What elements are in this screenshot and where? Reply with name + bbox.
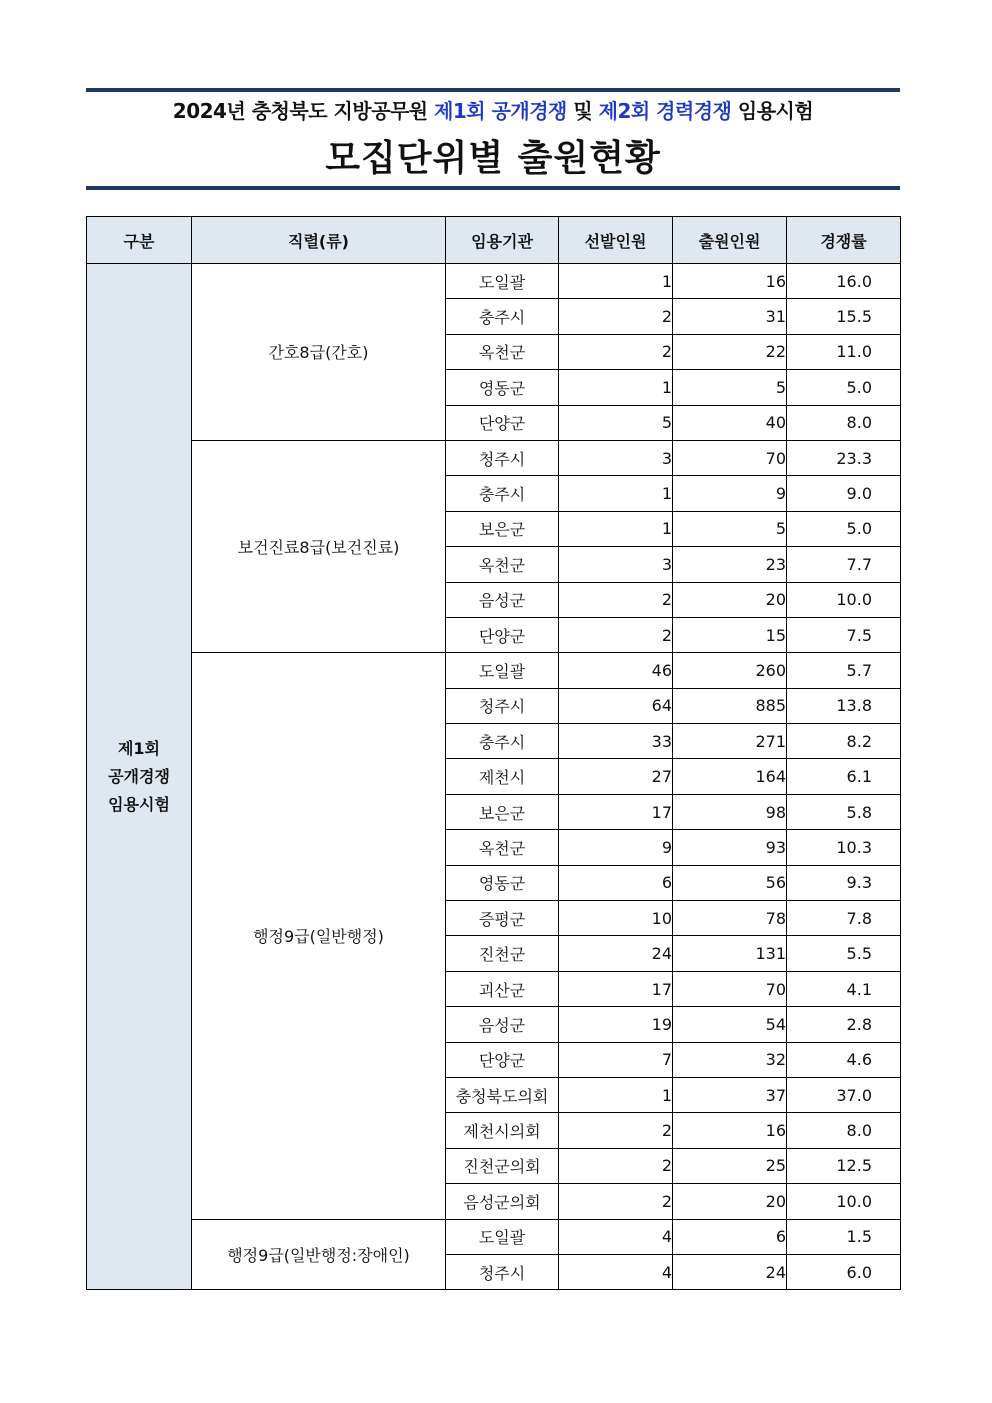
selection-count-cell: 1: [559, 370, 673, 405]
competition-ratio-cell: 10.0: [787, 582, 901, 617]
agency-cell: 음성군의회: [446, 1184, 559, 1219]
competition-ratio-cell: 2.8: [787, 1007, 901, 1042]
agency-cell: 단양군: [446, 617, 559, 652]
title-text: 및: [566, 99, 599, 123]
title-highlight-text: 제2회 경력경쟁: [598, 99, 732, 123]
competition-ratio-cell: 23.3: [787, 440, 901, 475]
header-applicant-count: 출원인원: [673, 217, 787, 264]
selection-count-cell: 2: [559, 1113, 673, 1148]
applicant-count-cell: 885: [673, 688, 787, 723]
agency-cell: 청주시: [446, 1254, 559, 1289]
header-competition-ratio: 경쟁률: [787, 217, 901, 264]
agency-cell: 보은군: [446, 511, 559, 546]
applicant-count-cell: 37: [673, 1077, 787, 1112]
agency-cell: 옥천군: [446, 547, 559, 582]
applicant-count-cell: 23: [673, 547, 787, 582]
application-status-table: [86, 216, 901, 1290]
competition-ratio-cell: 8.0: [787, 405, 901, 440]
competition-ratio-cell: 16.0: [787, 264, 901, 299]
competition-ratio-cell: 9.0: [787, 476, 901, 511]
job-series-cell: 간호8급(간호): [192, 264, 446, 441]
selection-count-cell: 2: [559, 299, 673, 334]
competition-ratio-cell: 7.8: [787, 901, 901, 936]
competition-ratio-cell: 4.1: [787, 971, 901, 1006]
competition-ratio-cell: 7.5: [787, 617, 901, 652]
competition-ratio-cell: 8.2: [787, 724, 901, 759]
competition-ratio-cell: 7.7: [787, 547, 901, 582]
applicant-count-cell: 70: [673, 971, 787, 1006]
applicant-count-cell: 131: [673, 936, 787, 971]
competition-ratio-cell: 4.6: [787, 1042, 901, 1077]
competition-ratio-cell: 10.3: [787, 830, 901, 865]
competition-ratio-cell: 9.3: [787, 865, 901, 900]
agency-cell: 청주시: [446, 440, 559, 475]
selection-count-cell: 9: [559, 830, 673, 865]
applicant-count-cell: 9: [673, 476, 787, 511]
header-agency: 임용기관: [446, 217, 559, 264]
agency-cell: 진천군의회: [446, 1148, 559, 1183]
competition-ratio-cell: 8.0: [787, 1113, 901, 1148]
applicant-count-cell: 6: [673, 1219, 787, 1254]
agency-cell: 음성군: [446, 1007, 559, 1042]
selection-count-cell: 3: [559, 440, 673, 475]
selection-count-cell: 5: [559, 405, 673, 440]
title-top-rule: [86, 88, 900, 92]
selection-count-cell: 1: [559, 1077, 673, 1112]
applicant-count-cell: 32: [673, 1042, 787, 1077]
selection-count-cell: 10: [559, 901, 673, 936]
applicant-count-cell: 20: [673, 582, 787, 617]
competition-ratio-cell: 12.5: [787, 1148, 901, 1183]
title-bottom-rule: [86, 186, 900, 190]
agency-cell: 진천군: [446, 936, 559, 971]
title-text: 2024년 충청북도 지방공무원: [172, 99, 435, 123]
selection-count-cell: 33: [559, 724, 673, 759]
competition-ratio-cell: 11.0: [787, 334, 901, 369]
applicant-count-cell: 15: [673, 617, 787, 652]
selection-count-cell: 24: [559, 936, 673, 971]
competition-ratio-cell: 5.5: [787, 936, 901, 971]
document-subtitle: [86, 96, 900, 126]
competition-ratio-cell: 5.8: [787, 794, 901, 829]
competition-ratio-cell: 10.0: [787, 1184, 901, 1219]
selection-count-cell: 1: [559, 264, 673, 299]
agency-cell: 영동군: [446, 370, 559, 405]
agency-cell: 충주시: [446, 724, 559, 759]
header-category: 구분: [87, 217, 192, 264]
applicant-count-cell: 54: [673, 1007, 787, 1042]
selection-count-cell: 7: [559, 1042, 673, 1077]
applicant-count-cell: 24: [673, 1254, 787, 1289]
applicant-count-cell: 31: [673, 299, 787, 334]
table-header-row: [87, 217, 901, 264]
document-title: 모집단위별 출원현황: [325, 138, 661, 179]
selection-count-cell: 4: [559, 1254, 673, 1289]
agency-cell: 도일괄: [446, 1219, 559, 1254]
applicant-count-cell: 5: [673, 511, 787, 546]
table-row: [87, 440, 901, 475]
agency-cell: 옥천군: [446, 830, 559, 865]
applicant-count-cell: 271: [673, 724, 787, 759]
agency-cell: 단양군: [446, 405, 559, 440]
applicant-count-cell: 98: [673, 794, 787, 829]
agency-cell: 도일괄: [446, 264, 559, 299]
category-label-line: 제1회: [117, 738, 161, 758]
agency-cell: 증평군: [446, 901, 559, 936]
applicant-count-cell: 16: [673, 264, 787, 299]
category-cell: [87, 264, 192, 1290]
table-row: [87, 1219, 901, 1254]
job-series-cell: 행정9급(일반행정:장애인): [192, 1219, 446, 1290]
job-series-cell: 보건진료8급(보건진료): [192, 440, 446, 652]
selection-count-cell: 2: [559, 334, 673, 369]
selection-count-cell: 17: [559, 794, 673, 829]
table-row: [87, 653, 901, 688]
agency-cell: 음성군: [446, 582, 559, 617]
agency-cell: 청주시: [446, 688, 559, 723]
competition-ratio-cell: 13.8: [787, 688, 901, 723]
agency-cell: 충주시: [446, 299, 559, 334]
competition-ratio-cell: 6.0: [787, 1254, 901, 1289]
applicant-count-cell: 25: [673, 1148, 787, 1183]
agency-cell: 괴산군: [446, 971, 559, 1006]
agency-cell: 영동군: [446, 865, 559, 900]
applicant-count-cell: 20: [673, 1184, 787, 1219]
applicant-count-cell: 16: [673, 1113, 787, 1148]
agency-cell: 도일괄: [446, 653, 559, 688]
header-job-series: 직렬(류): [192, 217, 446, 264]
title-highlight-text: 제1회 공개경쟁: [434, 99, 567, 123]
selection-count-cell: 4: [559, 1219, 673, 1254]
agency-cell: 보은군: [446, 794, 559, 829]
selection-count-cell: 2: [559, 582, 673, 617]
category-label-line: 공개경쟁: [108, 766, 170, 786]
competition-ratio-cell: 6.1: [787, 759, 901, 794]
competition-ratio-cell: 15.5: [787, 299, 901, 334]
applicant-count-cell: 70: [673, 440, 787, 475]
selection-count-cell: 1: [559, 476, 673, 511]
header-selection-count: 선발인원: [559, 217, 673, 264]
agency-cell: 옥천군: [446, 334, 559, 369]
applicant-count-cell: 5: [673, 370, 787, 405]
agency-cell: 제천시의회: [446, 1113, 559, 1148]
applicant-count-cell: 93: [673, 830, 787, 865]
applicant-count-cell: 164: [673, 759, 787, 794]
selection-count-cell: 2: [559, 1148, 673, 1183]
agency-cell: 충청북도의회: [446, 1077, 559, 1112]
competition-ratio-cell: 1.5: [787, 1219, 901, 1254]
selection-count-cell: 2: [559, 1184, 673, 1219]
applicant-count-cell: 56: [673, 865, 787, 900]
selection-count-cell: 6: [559, 865, 673, 900]
agency-cell: 단양군: [446, 1042, 559, 1077]
applicant-count-cell: 22: [673, 334, 787, 369]
competition-ratio-cell: 5.0: [787, 370, 901, 405]
competition-ratio-cell: 5.0: [787, 511, 901, 546]
applicant-count-cell: 78: [673, 901, 787, 936]
job-series-cell: 행정9급(일반행정): [192, 653, 446, 1219]
selection-count-cell: 2: [559, 617, 673, 652]
selection-count-cell: 1: [559, 511, 673, 546]
selection-count-cell: 46: [559, 653, 673, 688]
table-row: [87, 264, 901, 299]
competition-ratio-cell: 37.0: [787, 1077, 901, 1112]
selection-count-cell: 3: [559, 547, 673, 582]
competition-ratio-cell: 5.7: [787, 653, 901, 688]
title-text: 임용시험: [731, 99, 814, 123]
applicant-count-cell: 40: [673, 405, 787, 440]
agency-cell: 충주시: [446, 476, 559, 511]
selection-count-cell: 19: [559, 1007, 673, 1042]
applicant-count-cell: 260: [673, 653, 787, 688]
selection-count-cell: 64: [559, 688, 673, 723]
category-label-line: 임용시험: [108, 794, 170, 814]
agency-cell: 제천시: [446, 759, 559, 794]
selection-count-cell: 17: [559, 971, 673, 1006]
selection-count-cell: 27: [559, 759, 673, 794]
